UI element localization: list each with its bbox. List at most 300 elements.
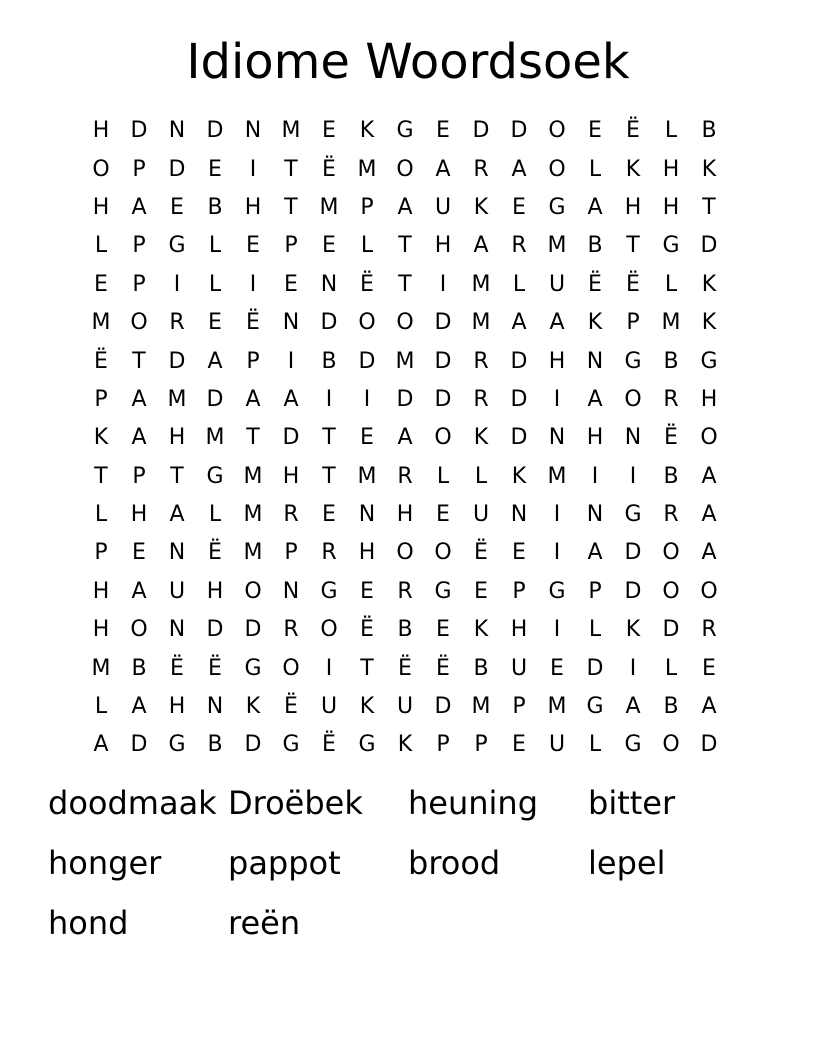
word-list-item: Droëbek bbox=[228, 784, 363, 822]
grid-letter: K bbox=[397, 732, 413, 758]
grid-letter: D bbox=[206, 617, 224, 643]
grid-letter: E bbox=[512, 194, 526, 220]
grid-letter: R bbox=[397, 463, 413, 489]
grid-letter: T bbox=[626, 233, 640, 259]
grid-letter: L bbox=[94, 502, 108, 528]
grid-letter: E bbox=[474, 578, 488, 604]
grid-row bbox=[82, 419, 728, 457]
grid-letter: A bbox=[397, 425, 413, 451]
grid-letter: D bbox=[168, 156, 186, 182]
grid-letter: K bbox=[587, 310, 603, 336]
grid-letter: G bbox=[244, 655, 262, 681]
grid-letter: D bbox=[358, 348, 376, 374]
grid-letter: A bbox=[549, 310, 565, 336]
grid-letter: P bbox=[474, 732, 488, 758]
grid-letter: H bbox=[510, 617, 528, 643]
grid-letter: N bbox=[358, 502, 376, 528]
grid-letter: Ë bbox=[626, 118, 640, 144]
grid-letter: E bbox=[360, 425, 374, 451]
grid-letter: H bbox=[662, 194, 680, 220]
grid-letter: Ë bbox=[360, 617, 374, 643]
grid-letter: U bbox=[472, 502, 490, 528]
grid-letter: M bbox=[471, 310, 491, 336]
grid-letter: P bbox=[284, 540, 298, 566]
grid-letter: D bbox=[662, 617, 680, 643]
grid-letter: T bbox=[322, 425, 336, 451]
word-list-item: pappot bbox=[228, 844, 341, 882]
grid-letter: E bbox=[322, 502, 336, 528]
grid-letter: E bbox=[436, 502, 450, 528]
grid-letter: L bbox=[664, 655, 678, 681]
grid-letter: O bbox=[396, 310, 414, 336]
grid-letter: M bbox=[91, 655, 111, 681]
grid-letter: Ë bbox=[322, 732, 336, 758]
grid-letter: B bbox=[663, 694, 679, 720]
grid-letter: L bbox=[474, 463, 488, 489]
grid-letter: K bbox=[625, 156, 641, 182]
grid-letter: R bbox=[701, 617, 717, 643]
grid-letter: E bbox=[208, 310, 222, 336]
grid-row bbox=[82, 611, 728, 649]
grid-letter: O bbox=[396, 156, 414, 182]
word-list bbox=[48, 775, 768, 955]
word-list-item: reën bbox=[228, 904, 301, 942]
grid-letter: Ë bbox=[588, 271, 602, 297]
grid-letter: T bbox=[132, 348, 146, 374]
grid-letter: D bbox=[510, 348, 528, 374]
grid-letter: G bbox=[396, 118, 414, 144]
grid-letter: N bbox=[624, 425, 642, 451]
grid-letter: A bbox=[701, 502, 717, 528]
grid-letter: M bbox=[91, 310, 111, 336]
grid-letter: H bbox=[92, 194, 110, 220]
grid-letter: N bbox=[168, 617, 186, 643]
grid-letter: O bbox=[662, 578, 680, 604]
grid-letter: A bbox=[131, 386, 147, 412]
grid-letter: O bbox=[700, 425, 718, 451]
grid-letter: U bbox=[548, 732, 566, 758]
grid-letter: G bbox=[282, 732, 300, 758]
grid-row bbox=[82, 304, 728, 342]
grid-letter: R bbox=[397, 578, 413, 604]
word-list-item: bitter bbox=[588, 784, 676, 822]
grid-letter: H bbox=[244, 194, 262, 220]
grid-letter: B bbox=[473, 655, 489, 681]
grid-letter: H bbox=[586, 425, 604, 451]
grid-row bbox=[82, 266, 728, 304]
grid-letter: D bbox=[434, 310, 452, 336]
grid-letter: D bbox=[434, 694, 452, 720]
grid-letter: D bbox=[510, 386, 528, 412]
grid-row bbox=[82, 150, 728, 188]
grid-letter: D bbox=[434, 386, 452, 412]
grid-letter: Ë bbox=[94, 348, 108, 374]
grid-letter: T bbox=[170, 463, 184, 489]
grid-letter: I bbox=[249, 271, 257, 297]
grid-letter: A bbox=[587, 194, 603, 220]
grid-letter: I bbox=[439, 271, 447, 297]
grid-row bbox=[82, 496, 728, 534]
grid-letter: H bbox=[130, 502, 148, 528]
grid-letter: A bbox=[473, 233, 489, 259]
grid-letter: K bbox=[473, 194, 489, 220]
grid-letter: T bbox=[322, 463, 336, 489]
grid-letter: O bbox=[662, 732, 680, 758]
grid-letter: N bbox=[244, 118, 262, 144]
grid-letter: T bbox=[94, 463, 108, 489]
grid-letter: Ë bbox=[208, 655, 222, 681]
grid-letter: H bbox=[92, 118, 110, 144]
grid-letter: L bbox=[208, 233, 222, 259]
grid-letter: T bbox=[398, 271, 412, 297]
grid-letter: N bbox=[168, 540, 186, 566]
grid-letter: R bbox=[473, 156, 489, 182]
grid-letter: A bbox=[701, 694, 717, 720]
grid-letter: E bbox=[512, 732, 526, 758]
grid-letter: P bbox=[588, 578, 602, 604]
grid-letter: E bbox=[436, 118, 450, 144]
grid-letter: G bbox=[548, 194, 566, 220]
grid-letter: A bbox=[587, 540, 603, 566]
grid-letter: E bbox=[702, 655, 716, 681]
grid-letter: E bbox=[360, 578, 374, 604]
word-list-item: honger bbox=[48, 844, 162, 882]
grid-letter: P bbox=[284, 233, 298, 259]
grid-letter: O bbox=[282, 655, 300, 681]
grid-letter: L bbox=[588, 617, 602, 643]
grid-letter: D bbox=[624, 540, 642, 566]
grid-letter: D bbox=[320, 310, 338, 336]
grid-row bbox=[82, 726, 728, 764]
grid-letter: T bbox=[284, 156, 298, 182]
grid-letter: A bbox=[587, 386, 603, 412]
grid-letter: H bbox=[548, 348, 566, 374]
grid-letter: K bbox=[245, 694, 261, 720]
grid-letter: G bbox=[548, 578, 566, 604]
grid-letter: K bbox=[93, 425, 109, 451]
grid-letter: M bbox=[205, 425, 225, 451]
grid-letter: B bbox=[701, 118, 717, 144]
grid-letter: E bbox=[322, 118, 336, 144]
grid-letter: U bbox=[168, 578, 186, 604]
grid-letter: O bbox=[358, 310, 376, 336]
grid-letter: K bbox=[701, 156, 717, 182]
grid-letter: G bbox=[320, 578, 338, 604]
grid-row bbox=[82, 189, 728, 227]
grid-letter: L bbox=[94, 233, 108, 259]
grid-letter: H bbox=[662, 156, 680, 182]
grid-letter: E bbox=[208, 156, 222, 182]
grid-letter: D bbox=[206, 118, 224, 144]
word-list-item: heuning bbox=[408, 784, 539, 822]
grid-letter: O bbox=[92, 156, 110, 182]
grid-letter: U bbox=[434, 194, 452, 220]
grid-letter: O bbox=[130, 310, 148, 336]
grid-letter: N bbox=[586, 502, 604, 528]
grid-letter: P bbox=[512, 694, 526, 720]
grid-letter: M bbox=[471, 694, 491, 720]
grid-letter: I bbox=[553, 540, 561, 566]
grid-letter: B bbox=[321, 348, 337, 374]
grid-letter: I bbox=[173, 271, 181, 297]
grid-letter: N bbox=[586, 348, 604, 374]
grid-letter: A bbox=[131, 578, 147, 604]
grid-letter: K bbox=[701, 310, 717, 336]
grid-letter: O bbox=[244, 578, 262, 604]
grid-letter: L bbox=[94, 694, 108, 720]
grid-letter: U bbox=[510, 655, 528, 681]
grid-letter: A bbox=[701, 463, 717, 489]
grid-letter: P bbox=[132, 233, 146, 259]
grid-letter: L bbox=[360, 233, 374, 259]
grid-letter: A bbox=[511, 156, 527, 182]
grid-letter: I bbox=[287, 348, 295, 374]
grid-letter: P bbox=[132, 156, 146, 182]
word-list-item: hond bbox=[48, 904, 129, 942]
grid-letter: D bbox=[168, 348, 186, 374]
grid-letter: P bbox=[132, 463, 146, 489]
grid-letter: O bbox=[130, 617, 148, 643]
grid-letter: H bbox=[358, 540, 376, 566]
grid-letter: A bbox=[435, 156, 451, 182]
grid-letter: D bbox=[472, 118, 490, 144]
grid-letter: P bbox=[436, 732, 450, 758]
grid-letter: A bbox=[169, 502, 185, 528]
grid-letter: Ë bbox=[284, 694, 298, 720]
grid-letter: M bbox=[357, 463, 377, 489]
word-list-item: lepel bbox=[588, 844, 666, 882]
grid-letter: G bbox=[624, 348, 642, 374]
grid-letter: K bbox=[701, 271, 717, 297]
grid-letter: B bbox=[663, 463, 679, 489]
grid-letter: G bbox=[434, 578, 452, 604]
grid-letter: O bbox=[396, 540, 414, 566]
grid-letter: I bbox=[363, 386, 371, 412]
word-list-item: doodmaak bbox=[48, 784, 217, 822]
grid-letter: H bbox=[92, 578, 110, 604]
grid-letter: L bbox=[436, 463, 450, 489]
grid-letter: B bbox=[207, 732, 223, 758]
grid-letter: D bbox=[282, 425, 300, 451]
grid-letter: R bbox=[283, 502, 299, 528]
grid-letter: H bbox=[282, 463, 300, 489]
grid-row bbox=[82, 342, 728, 380]
grid-letter: L bbox=[208, 271, 222, 297]
grid-row bbox=[82, 573, 728, 611]
grid-letter: U bbox=[320, 694, 338, 720]
grid-letter: O bbox=[624, 386, 642, 412]
grid-letter: D bbox=[586, 655, 604, 681]
grid-letter: A bbox=[625, 694, 641, 720]
grid-letter: B bbox=[397, 617, 413, 643]
grid-letter: G bbox=[358, 732, 376, 758]
grid-letter: D bbox=[700, 732, 718, 758]
grid-letter: A bbox=[131, 194, 147, 220]
grid-letter: M bbox=[281, 118, 301, 144]
grid-letter: P bbox=[94, 540, 108, 566]
grid-letter: G bbox=[206, 463, 224, 489]
grid-letter: L bbox=[664, 118, 678, 144]
grid-letter: E bbox=[246, 233, 260, 259]
word-list-item: brood bbox=[408, 844, 501, 882]
grid-letter: H bbox=[206, 578, 224, 604]
grid-letter: I bbox=[249, 156, 257, 182]
grid-letter: I bbox=[325, 655, 333, 681]
grid-letter: Ë bbox=[170, 655, 184, 681]
grid-letter: A bbox=[245, 386, 261, 412]
grid-letter: A bbox=[701, 540, 717, 566]
grid-letter: R bbox=[511, 233, 527, 259]
grid-letter: B bbox=[587, 233, 603, 259]
grid-letter: Ë bbox=[322, 156, 336, 182]
grid-letter: M bbox=[319, 194, 339, 220]
grid-letter: K bbox=[473, 425, 489, 451]
grid-letter: R bbox=[283, 617, 299, 643]
grid-letter: A bbox=[93, 732, 109, 758]
grid-letter: M bbox=[661, 310, 681, 336]
grid-letter: P bbox=[94, 386, 108, 412]
grid-letter: E bbox=[284, 271, 298, 297]
grid-letter: M bbox=[471, 271, 491, 297]
grid-letter: D bbox=[130, 732, 148, 758]
grid-letter: K bbox=[473, 617, 489, 643]
grid-letter: N bbox=[282, 578, 300, 604]
grid-letter: E bbox=[588, 118, 602, 144]
grid-letter: K bbox=[625, 617, 641, 643]
grid-letter: D bbox=[624, 578, 642, 604]
grid-letter: B bbox=[663, 348, 679, 374]
grid-letter: R bbox=[663, 386, 679, 412]
grid-letter: L bbox=[512, 271, 526, 297]
grid-letter: H bbox=[168, 694, 186, 720]
grid-letter: A bbox=[131, 425, 147, 451]
grid-letter: I bbox=[553, 502, 561, 528]
grid-letter: G bbox=[168, 233, 186, 259]
grid-letter: D bbox=[244, 617, 262, 643]
grid-letter: T bbox=[360, 655, 374, 681]
grid-letter: I bbox=[629, 655, 637, 681]
grid-letter: N bbox=[168, 118, 186, 144]
grid-letter: P bbox=[132, 271, 146, 297]
grid-letter: M bbox=[547, 463, 567, 489]
grid-letter: Ë bbox=[664, 425, 678, 451]
grid-row bbox=[82, 381, 728, 419]
grid-letter: M bbox=[547, 233, 567, 259]
grid-letter: H bbox=[396, 502, 414, 528]
grid-row bbox=[82, 649, 728, 687]
grid-letter: O bbox=[434, 540, 452, 566]
grid-letter: D bbox=[434, 348, 452, 374]
grid-letter: R bbox=[473, 348, 489, 374]
grid-letter: O bbox=[662, 540, 680, 566]
grid-letter: Ë bbox=[626, 271, 640, 297]
grid-row bbox=[82, 458, 728, 496]
grid-letter: I bbox=[553, 617, 561, 643]
grid-letter: N bbox=[320, 271, 338, 297]
grid-letter: H bbox=[168, 425, 186, 451]
grid-letter: I bbox=[553, 386, 561, 412]
grid-letter: O bbox=[548, 156, 566, 182]
grid-letter: G bbox=[662, 233, 680, 259]
grid-row bbox=[82, 227, 728, 265]
grid-letter: O bbox=[434, 425, 452, 451]
grid-letter: Ë bbox=[398, 655, 412, 681]
grid-letter: O bbox=[548, 118, 566, 144]
grid-letter: D bbox=[700, 233, 718, 259]
grid-letter: T bbox=[398, 233, 412, 259]
grid-letter: P bbox=[246, 348, 260, 374]
grid-letter: N bbox=[548, 425, 566, 451]
grid-letter: E bbox=[94, 271, 108, 297]
grid-letter: R bbox=[663, 502, 679, 528]
grid-letter: P bbox=[360, 194, 374, 220]
grid-row bbox=[82, 112, 728, 150]
page-title: Idiome Woordsoek bbox=[186, 34, 630, 90]
grid-letter: A bbox=[283, 386, 299, 412]
grid-letter: H bbox=[92, 617, 110, 643]
grid-letter: E bbox=[512, 540, 526, 566]
grid-letter: T bbox=[246, 425, 260, 451]
letter-grid bbox=[82, 112, 728, 765]
grid-letter: H bbox=[700, 386, 718, 412]
grid-letter: A bbox=[397, 194, 413, 220]
grid-letter: M bbox=[547, 694, 567, 720]
grid-letter: H bbox=[624, 194, 642, 220]
grid-letter: N bbox=[510, 502, 528, 528]
grid-letter: P bbox=[512, 578, 526, 604]
grid-letter: A bbox=[131, 694, 147, 720]
grid-letter: O bbox=[320, 617, 338, 643]
grid-letter: E bbox=[322, 233, 336, 259]
grid-letter: D bbox=[244, 732, 262, 758]
grid-letter: G bbox=[168, 732, 186, 758]
grid-letter: D bbox=[396, 386, 414, 412]
grid-letter: L bbox=[588, 732, 602, 758]
grid-letter: T bbox=[284, 194, 298, 220]
grid-letter: M bbox=[357, 156, 377, 182]
grid-row bbox=[82, 534, 728, 572]
grid-letter: E bbox=[170, 194, 184, 220]
grid-letter: N bbox=[282, 310, 300, 336]
grid-letter: K bbox=[359, 694, 375, 720]
grid-letter: K bbox=[511, 463, 527, 489]
grid-letter: E bbox=[550, 655, 564, 681]
grid-letter: M bbox=[243, 502, 263, 528]
grid-letter: Ë bbox=[360, 271, 374, 297]
grid-letter: T bbox=[702, 194, 716, 220]
grid-letter: L bbox=[208, 502, 222, 528]
grid-letter: M bbox=[395, 348, 415, 374]
grid-letter: M bbox=[243, 540, 263, 566]
grid-letter: U bbox=[548, 271, 566, 297]
grid-letter: M bbox=[243, 463, 263, 489]
grid-letter: P bbox=[626, 310, 640, 336]
grid-letter: D bbox=[510, 425, 528, 451]
grid-letter: U bbox=[396, 694, 414, 720]
grid-letter: A bbox=[511, 310, 527, 336]
grid-letter: A bbox=[207, 348, 223, 374]
grid-letter: I bbox=[629, 463, 637, 489]
grid-letter: E bbox=[436, 617, 450, 643]
grid-letter: G bbox=[624, 732, 642, 758]
grid-letter: Ë bbox=[208, 540, 222, 566]
grid-letter: B bbox=[131, 655, 147, 681]
grid-letter: M bbox=[167, 386, 187, 412]
grid-letter: N bbox=[206, 694, 224, 720]
grid-letter: L bbox=[664, 271, 678, 297]
grid-letter: B bbox=[207, 194, 223, 220]
grid-letter: R bbox=[321, 540, 337, 566]
